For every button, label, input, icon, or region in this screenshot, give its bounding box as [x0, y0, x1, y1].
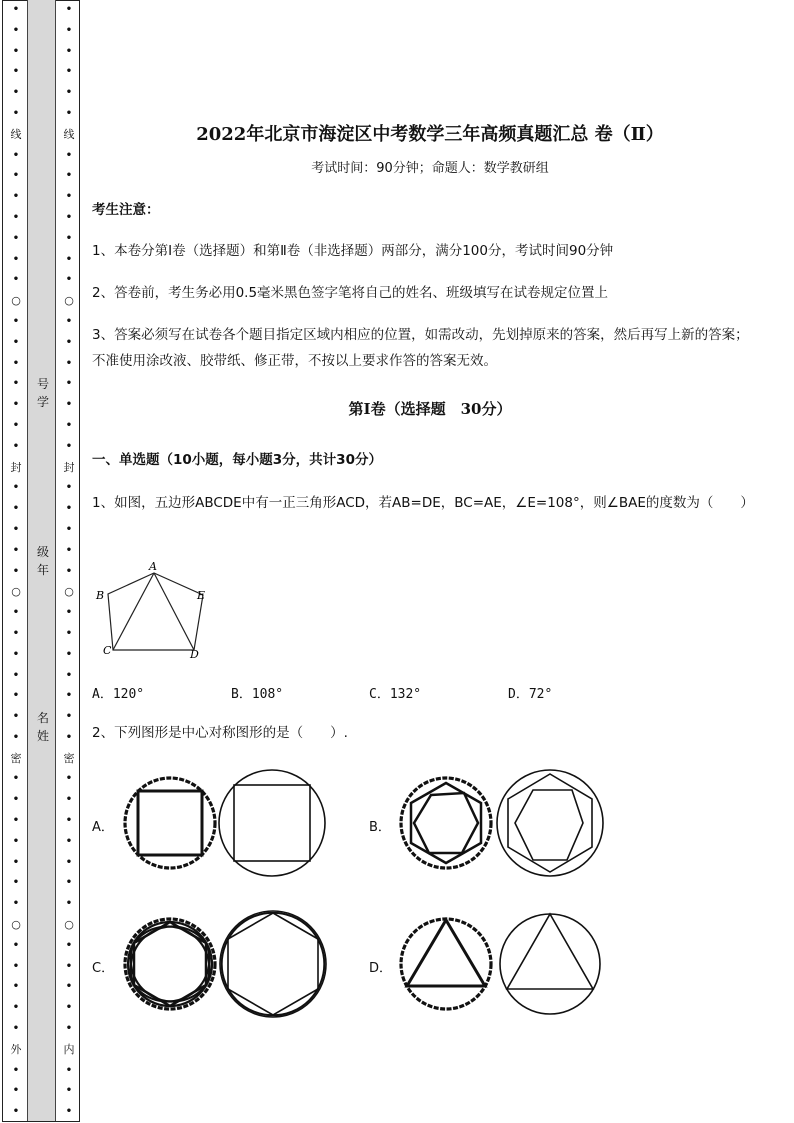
right-seal-dot: •: [65, 232, 73, 244]
left-seal-dot: •: [12, 211, 20, 223]
left-seal-dot: •: [12, 981, 20, 993]
q2-c-clean-figure[interactable]: [218, 909, 328, 1019]
q2-b-clean-figure[interactable]: [495, 768, 605, 878]
notes-heading: 考生注意：: [92, 202, 160, 218]
right-seal-dot: •: [65, 357, 73, 369]
note-item-1: 1、本卷分第Ⅰ卷（选择题）和第Ⅱ卷（非选择题）两部分，满分100分，考试时间90分钟: [92, 243, 614, 259]
left-seal-label: ○: [11, 294, 21, 308]
left-seal-label: 线: [10, 127, 22, 141]
part-title: 一、单选题（10小题，每小题3分，共计30分）: [92, 452, 382, 468]
field-label-grade: [33, 543, 53, 579]
left-seal-dot: •: [12, 523, 20, 535]
left-seal-dot: •: [12, 45, 20, 57]
left-seal-dot: •: [12, 107, 20, 119]
right-seal-dot: •: [65, 627, 73, 639]
right-seal-dot: •: [65, 170, 73, 182]
field-name-line2: 姓: [36, 729, 49, 743]
right-seal-column: [59, 0, 79, 1123]
right-seal-dot: •: [65, 4, 73, 15]
q2-a-rough-figure[interactable]: [120, 773, 220, 873]
q2-c-clean-circle: [220, 911, 326, 1017]
right-seal-label: 密: [63, 751, 75, 765]
q2-b-clean-inner: [515, 790, 583, 860]
right-seal-dot: •: [65, 378, 73, 390]
vertex-label-b: B: [96, 589, 105, 602]
q2-d-clean-figure[interactable]: [495, 909, 605, 1019]
q2-b-clean-hexagon: [508, 774, 592, 872]
q2-d-clean-circle: [500, 914, 600, 1014]
right-seal-dot: •: [65, 1002, 73, 1014]
q2-option-a-label[interactable]: A．: [92, 820, 114, 835]
right-seal-dot: •: [65, 1085, 73, 1097]
q2-d-clean-triangle: [507, 914, 593, 989]
left-seal-dot: •: [12, 378, 20, 390]
right-seal-label: ○: [64, 585, 74, 599]
vertex-label-c: C: [103, 644, 112, 657]
left-seal-dot: •: [12, 877, 20, 889]
right-seal-dot: •: [65, 731, 73, 743]
right-seal-dot: •: [65, 419, 73, 431]
right-seal-label: ○: [64, 918, 74, 932]
q2-a-clean-circle: [219, 770, 325, 876]
right-seal-dot: •: [65, 960, 73, 972]
q2-c-rough-petal-1: [128, 922, 212, 1006]
left-seal-dot: •: [12, 503, 20, 515]
q2-c-clean-petal-3: [222, 913, 324, 1015]
right-seal-dot: •: [65, 877, 73, 889]
q2-d-rough-figure[interactable]: [396, 914, 496, 1014]
left-seal-dot: •: [12, 4, 20, 15]
right-seal-dot: •: [65, 669, 73, 681]
right-seal-dot: •: [65, 711, 73, 723]
right-seal-label: ○: [64, 294, 74, 308]
left-seal-dot: •: [12, 336, 20, 348]
right-seal-dot: •: [65, 607, 73, 619]
left-seal-label: 密: [10, 751, 22, 765]
right-seal-label: 封: [63, 460, 75, 474]
left-seal-dot: •: [12, 607, 20, 619]
left-seal-dot: •: [12, 794, 20, 806]
right-seal-dot: •: [65, 66, 73, 78]
pentagon-figure: [92, 558, 222, 662]
q2-b-rough-figure[interactable]: [396, 773, 496, 873]
left-seal-label: 外: [10, 1042, 22, 1056]
field-student-no-line2: 学: [36, 395, 49, 409]
q2-a-rough-square: [138, 791, 202, 855]
right-seal-dot: •: [65, 835, 73, 847]
right-seal-dot: •: [65, 440, 73, 452]
triangle-side-ac: [113, 573, 154, 650]
right-seal-dot: •: [65, 315, 73, 327]
right-seal-dot: •: [65, 211, 73, 223]
field-label-student-no: [33, 375, 53, 411]
left-seal-dot: •: [12, 419, 20, 431]
right-seal-dot: •: [65, 544, 73, 556]
left-seal-dot: •: [12, 690, 20, 702]
page-title: 2022年北京市海淀区中考数学三年高频真题汇总 卷（Ⅱ）: [196, 124, 664, 145]
right-seal-dot: •: [65, 773, 73, 785]
q2-d-rough-circle: [401, 919, 491, 1009]
right-seal-label: 线: [63, 127, 75, 141]
right-seal-dot: •: [65, 253, 73, 265]
right-seal-dot: •: [65, 482, 73, 494]
q1-option-a[interactable]: A．120°: [92, 687, 145, 702]
left-seal-dot: •: [12, 440, 20, 452]
q1-option-d[interactable]: D．72°: [508, 687, 553, 702]
right-seal-dot: •: [65, 565, 73, 577]
left-seal-dot: •: [12, 898, 20, 910]
field-grade-line2: 年: [36, 563, 49, 577]
section-title: 第Ⅰ卷（选择题 30分）: [348, 400, 512, 418]
right-seal-dot: •: [65, 1064, 73, 1076]
left-seal-dot: •: [12, 482, 20, 494]
left-seal-dot: •: [12, 232, 20, 244]
right-seal-dot: •: [65, 1106, 73, 1118]
right-seal-dot: •: [65, 399, 73, 411]
right-seal-dot: •: [65, 856, 73, 868]
q2-option-b-label[interactable]: B．: [369, 820, 391, 835]
question-1-text: 1、如图，五边形ABCDE中有一正三角形ACD，若AB=DE，BC=AE，∠E=108°，则∠BAE的度数为（ ）: [92, 495, 754, 511]
left-seal-dot: •: [12, 1023, 20, 1035]
left-seal-dot: •: [12, 87, 20, 99]
field-label-name: [33, 709, 53, 745]
right-seal-dot: •: [65, 981, 73, 993]
left-seal-dot: •: [12, 835, 20, 847]
left-seal-dot: •: [12, 315, 20, 327]
left-seal-label: ○: [11, 918, 21, 932]
q2-c-rough-circle: [125, 919, 215, 1009]
right-seal-dot: •: [65, 149, 73, 161]
left-seal-dot: •: [12, 1002, 20, 1014]
right-seal-dot: •: [65, 794, 73, 806]
q2-b-rough-inner: [414, 793, 478, 853]
q2-c-clean-hexagon: [228, 913, 318, 1015]
right-seal-label: 内: [63, 1042, 75, 1056]
left-seal-dot: •: [12, 939, 20, 951]
left-seal-dot: •: [12, 544, 20, 556]
left-seal-dot: •: [12, 66, 20, 78]
q1-option-b[interactable]: B．108°: [231, 687, 284, 702]
left-seal-dot: •: [12, 399, 20, 411]
left-seal-dot: •: [12, 815, 20, 827]
left-seal-dot: •: [12, 1085, 20, 1097]
left-seal-dot: •: [12, 648, 20, 660]
left-seal-dot: •: [12, 357, 20, 369]
right-seal-dot: •: [65, 45, 73, 57]
left-seal-dot: •: [12, 24, 20, 36]
question-2-text: 2、下列图形是中心对称图形的是（ ）.: [92, 725, 348, 741]
right-seal-dot: •: [65, 1023, 73, 1035]
q2-option-c-label[interactable]: C．: [92, 961, 115, 976]
q2-option-d-label[interactable]: D．: [369, 961, 393, 976]
right-seal-dot: •: [65, 191, 73, 203]
q2-c-rough-figure[interactable]: [120, 914, 220, 1014]
field-student-no-line1: 号: [36, 377, 49, 391]
right-seal-dot: •: [65, 87, 73, 99]
left-seal-dot: •: [12, 856, 20, 868]
triangle-side-ad: [154, 573, 194, 650]
left-seal-label: ○: [11, 585, 21, 599]
right-seal-dot: •: [65, 898, 73, 910]
right-seal-dot: •: [65, 648, 73, 660]
left-seal-dot: •: [12, 731, 20, 743]
left-seal-dot: •: [12, 191, 20, 203]
field-name-line1: 名: [36, 711, 49, 725]
q2-a-clean-figure[interactable]: [217, 768, 327, 878]
left-seal-dot: •: [12, 773, 20, 785]
left-seal-label: 封: [10, 460, 22, 474]
right-seal-dot: •: [65, 336, 73, 348]
right-seal-dot: •: [65, 815, 73, 827]
right-seal-dot: •: [65, 503, 73, 515]
right-seal-dot: •: [65, 107, 73, 119]
right-seal-dot: •: [65, 523, 73, 535]
q1-option-c[interactable]: C．132°: [369, 687, 422, 702]
vertex-label-a: A: [149, 560, 157, 573]
field-grade-line1: 级: [36, 545, 49, 559]
left-seal-dot: •: [12, 565, 20, 577]
right-seal-dot: •: [65, 690, 73, 702]
q2-a-clean-square: [234, 785, 310, 861]
q2-c-rough-hexagon: [134, 922, 206, 1006]
left-seal-dot: •: [12, 1064, 20, 1076]
note-item-2: 2、答卷前，考生务必用0.5毫米黑色签字笔将自己的姓名、班级填写在试卷规定位置上: [92, 285, 609, 301]
page-subtitle: 考试时间：90分钟；命题人：数学教研组: [311, 161, 549, 176]
left-seal-column: [6, 0, 26, 1123]
left-seal-dot: •: [12, 1106, 20, 1118]
right-seal-dot: •: [65, 24, 73, 36]
left-seal-dot: •: [12, 627, 20, 639]
right-seal-dot: •: [65, 274, 73, 286]
left-seal-dot: •: [12, 274, 20, 286]
vertex-label-e: E: [197, 589, 206, 602]
pentagon-shape: [108, 573, 206, 650]
left-seal-dot: •: [12, 149, 20, 161]
left-seal-dot: •: [12, 253, 20, 265]
vertex-label-d: D: [190, 648, 199, 661]
left-seal-dot: •: [12, 170, 20, 182]
left-seal-dot: •: [12, 960, 20, 972]
left-seal-dot: •: [12, 669, 20, 681]
left-seal-dot: •: [12, 711, 20, 723]
right-seal-dot: •: [65, 939, 73, 951]
note-item-3: 3、答案必须写在试卷各个题目指定区域内相应的位置，如需改动，先划掉原来的答案，然后再写上新的答案；不准使用涂改液、胶带纸、修正带，不按以上要求作答的答案无效。: [92, 327, 749, 369]
